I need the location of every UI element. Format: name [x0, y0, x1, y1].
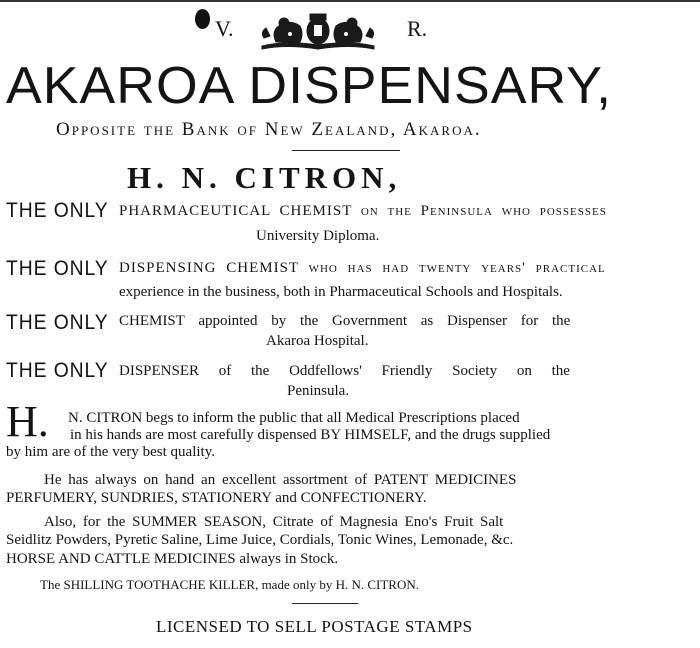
proprietor-name: H. N. CITRON, — [127, 160, 402, 195]
the-only-heading: THE ONLY — [6, 199, 109, 222]
address-subtitle: Opposite the Bank of New Zealand, Akaroa. — [56, 119, 482, 140]
paragraph-line: by him are of the very best quality. — [6, 444, 215, 460]
only-item-text: DISPENSING CHEMIST who has had twenty years' practical — [119, 260, 606, 276]
only-item-text: Peninsula. — [287, 383, 350, 399]
paragraph-line: He has always on hand an excellent assortment of PATENT MEDICINES — [44, 472, 517, 488]
royal-coat-of-arms-icon — [256, 12, 380, 52]
only-item-text: University Diploma. — [256, 228, 380, 244]
paragraph-line: Also, for the SUMMER SEASON, Citrate of Magnesia Eno's Fruit Salt — [44, 514, 504, 530]
only-item-text: CHEMIST appointed by the Government as Dispenser for the — [119, 313, 571, 329]
only-item-text: DISPENSER of the Oddfellows' Friendly Society on the — [119, 363, 570, 379]
paragraph-line: N. CITRON begs to inform the public that all Medical Prescriptions placed — [68, 410, 520, 426]
top-border-rule — [0, 0, 700, 2]
the-only-heading: THE ONLY — [6, 257, 109, 280]
only-item-text: Akaroa Hospital. — [266, 333, 369, 349]
paragraph-line: HORSE AND CATTLE MEDICINES always in Stock. — [6, 551, 339, 567]
ink-blot — [195, 9, 210, 29]
drop-cap-initial: H. — [6, 397, 49, 446]
the-only-heading: THE ONLY — [6, 359, 109, 382]
vr-initial-v: V. — [215, 16, 234, 41]
only-item-text: PHARMACEUTICAL CHEMIST on the Peninsula who possesses — [119, 203, 607, 219]
paragraph-line: Seidlitz Powders, Pyretic Saline, Lime Juice, Cordials, Tonic Wines, Lemonade, &c. — [6, 532, 514, 548]
vr-initial-r: R. — [407, 16, 428, 41]
paragraph-line: PERFUMERY, SUNDRIES, STATIONERY and CONFECTIONERY. — [6, 490, 427, 506]
paragraph-line: in his hands are most carefully dispensed BY HIMSELF, and the drugs supplied — [70, 427, 551, 443]
postage-stamps-notice: LICENSED TO SELL POSTAGE STAMPS — [156, 617, 473, 636]
only-item-text: experience in the business, both in Pharmaceutical Schools and Hospitals. — [119, 284, 563, 300]
dispensary-title: AKAROA DISPENSARY, — [6, 57, 612, 115]
toothache-killer-line: The SHILLING TOOTHACHE KILLER, made only by H. N. CITRON. — [40, 577, 419, 592]
divider-rule — [292, 603, 358, 604]
the-only-heading: THE ONLY — [6, 311, 109, 334]
divider-rule — [292, 150, 400, 151]
